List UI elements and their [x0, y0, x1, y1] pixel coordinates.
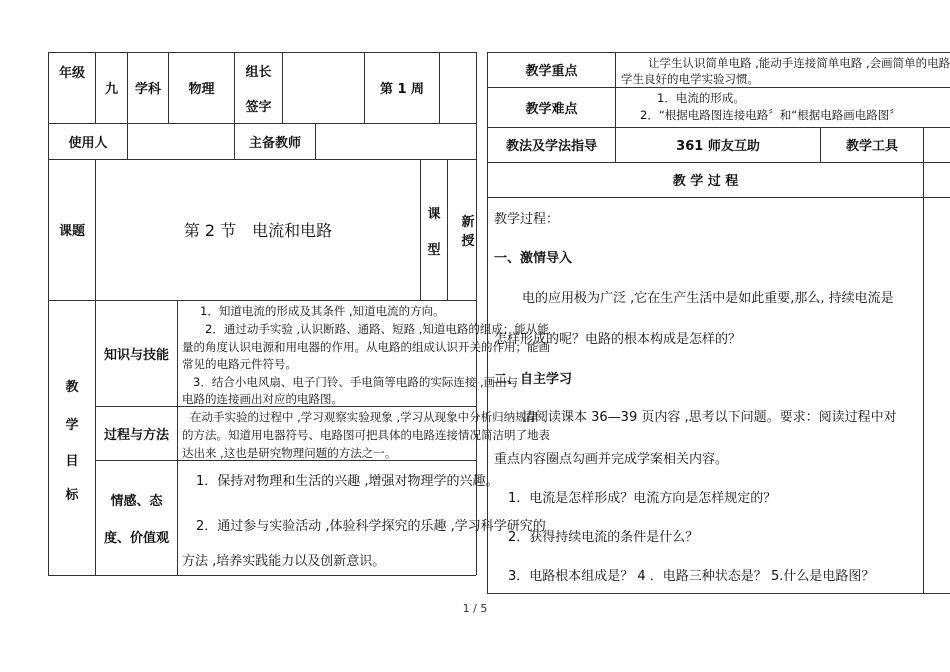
difficulty-label: 教学难点 [525, 101, 578, 117]
knowledge-line-4: 常见的电路元件符号。 [182, 357, 297, 371]
difficulty-line-2: 2．“根据电路图连接电路〞和“根据电路画电路图〞 [640, 108, 901, 122]
goals-label-2: 学 [65, 417, 79, 433]
lead-teacher-label: 主备教师 [248, 135, 301, 151]
emotion-line-1: 1．保持对物理和生活的兴趣 ,增强对物理学的兴趣。 [196, 474, 499, 489]
knowledge-line-2: 2．通过动手实验 ,认识断路、通路、短路 ,知道电路的组成；能从能 [205, 322, 549, 336]
subject-label: 学科 [134, 82, 161, 97]
question-1: 1．电流是怎样形成？电流方向是怎样规定的？ [508, 491, 777, 506]
topic-label: 课题 [58, 224, 85, 239]
section1-line-1: 电的应用极为广泛 ,它在生产生活中是如此重要,那么, 持续电流是 [522, 291, 894, 306]
difficulty-line-1: 1．电流的形成。 [657, 91, 745, 105]
question-2: 2．获得持续电流的条件是什么？ [508, 530, 699, 545]
question-3: 3．电路根本组成是？ 4 ．电路三种状态是？ 5.什么是电路图？ [508, 569, 875, 584]
process-line-1: 在动手实验的过程中 ,学习观察实验现象 ,学习从现象中分析归纳规律 [190, 410, 539, 424]
week-label: 第 1 周 [379, 82, 425, 97]
method-label: 教法及学法指导 [505, 139, 597, 154]
topic-value: 第 2 节 电流和电路 [183, 221, 333, 240]
section2-title: 二、自主学习 [494, 372, 573, 387]
process-line-2: 的方法。知道用电器符号、电路图可把具体的电路连接情况简洁明了地表 [182, 428, 550, 442]
section1-line-2: 怎样形成的呢？电路的根本构成是怎样的？ [494, 332, 742, 347]
section2-line-1: 请阅读课本 36—39 页内容 ,思考以下问题。要求：阅读过程中对 [522, 410, 897, 425]
key-point-line-1: 让学生认识简单电路 ,能动手连接简单电路 ,会画简单的电路 [648, 56, 950, 70]
class-type-value: 新授 [461, 214, 475, 249]
goals-label-4: 标 [65, 487, 79, 503]
key-point-label: 教学重点 [525, 64, 578, 79]
knowledge-line-5: 3．结合小电风扇、电子门铃、手电筒等电路的实际连接 ,画出与 [193, 375, 519, 389]
leader-sign-label-2: 签字 [245, 99, 272, 115]
leader-sign-label-1: 组长 [245, 64, 272, 80]
class-type-label-1: 课 [427, 206, 441, 222]
grade-value: 九 [104, 82, 118, 97]
key-point-line-2: 学生良好的电学实验习惯。 [621, 72, 759, 86]
emotion-label-1: 情感、态 [110, 493, 163, 509]
class-type-label-2: 型 [427, 242, 441, 258]
process-label: 过程与方法 [103, 427, 169, 443]
tools-label: 教学工具 [845, 139, 898, 154]
process-line-3: 达出来 ,这也是研究物理问题的方法之一。 [182, 446, 397, 460]
knowledge-label: 知识与技能 [103, 347, 169, 363]
emotion-label-2: 度、价值观 [103, 530, 169, 546]
goals-label-3: 目 [65, 453, 79, 469]
grade-label: 年级 [58, 65, 85, 81]
process-intro: 教学过程： [494, 212, 560, 227]
process-title: 教 学 过 程 [672, 174, 739, 189]
subject-value: 物理 [188, 82, 215, 97]
knowledge-line-3: 量的角度认识电源和用电器的作用。从电路的组成认识开关的作用；能画 [182, 340, 550, 354]
knowledge-line-1: 1．知道电流的形成及其条件 ,知道电流的方向。 [200, 304, 445, 318]
user-label: 使用人 [68, 135, 108, 151]
emotion-line-3: 方法 ,培养实践能力以及创新意识。 [182, 554, 386, 569]
goals-label-1: 教 [65, 379, 79, 395]
method-value: 361 师友互助 [676, 139, 760, 154]
section1-title: 一、激情导入 [494, 251, 573, 266]
section2-line-2: 重点内容圈点勾画并完成学案相关内容。 [494, 452, 729, 467]
emotion-line-2: 2．通过参与实验活动 ,体验科学探究的乐趣 ,学习科学研究的 [196, 519, 546, 534]
knowledge-line-6: 电路的连接画出对应的电路图。 [182, 392, 343, 406]
page-number: 1 / 5 [462, 601, 488, 615]
